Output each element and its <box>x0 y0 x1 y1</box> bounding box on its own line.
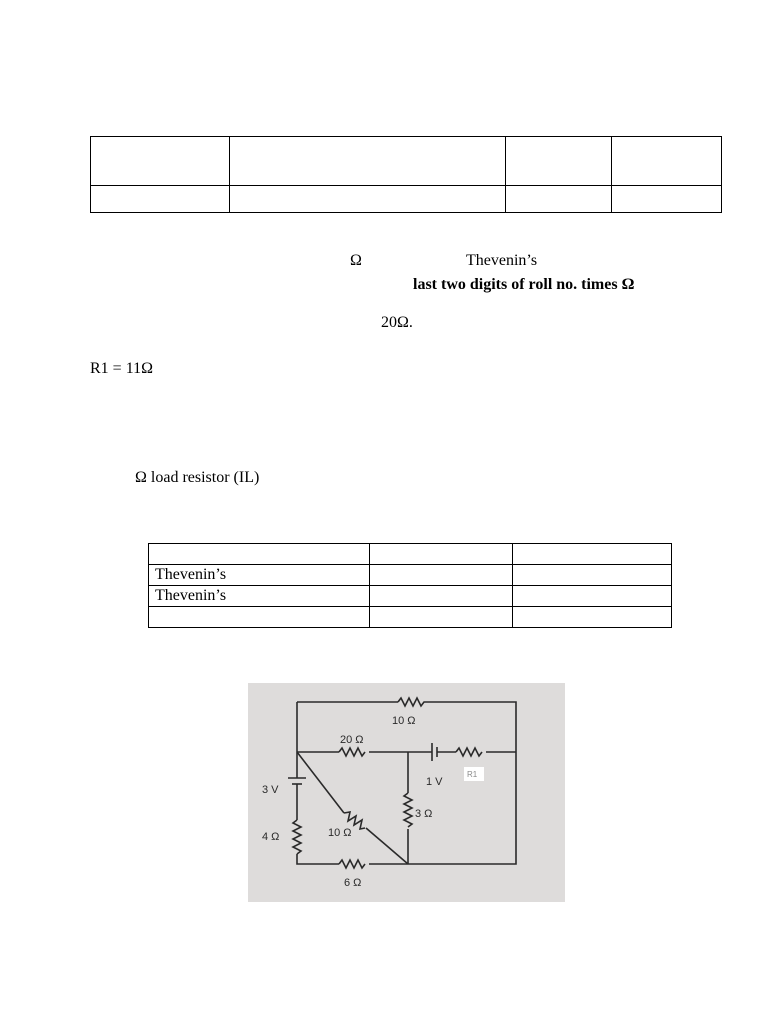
header-cell <box>230 137 506 186</box>
label-6-ohm: 6 Ω <box>344 877 362 889</box>
table-row <box>149 544 672 565</box>
circuit-figure <box>248 683 565 902</box>
omega-symbol: Ω <box>350 252 362 269</box>
table-cell <box>370 544 513 565</box>
header-cell <box>506 137 612 186</box>
table-row <box>149 586 672 607</box>
roll-number-instruction: last two digits of roll no. times Ω <box>413 276 635 293</box>
label-r1: R1 <box>467 770 478 779</box>
table-cell: Thevenin’s <box>149 565 370 586</box>
label-3-ohm: 3 Ω <box>415 808 433 820</box>
table-cell <box>149 607 370 628</box>
header-cell <box>91 186 230 213</box>
header-cell <box>506 186 612 213</box>
resistor-symbol <box>456 748 482 756</box>
header-cell <box>91 137 230 186</box>
table-cell: Thevenin’s <box>149 586 370 607</box>
header-table <box>90 136 722 213</box>
label-10-ohm-top: 10 Ω <box>392 715 416 727</box>
table-cell <box>513 565 672 586</box>
table-cell <box>513 544 672 565</box>
wire <box>366 828 408 864</box>
table-cell <box>513 607 672 628</box>
label-4-ohm: 4 Ω <box>262 831 280 843</box>
table-cell <box>513 586 672 607</box>
wire <box>297 854 339 864</box>
table-row <box>149 565 672 586</box>
header-cell <box>230 186 506 213</box>
resistor-symbol <box>339 748 365 756</box>
wire <box>297 752 344 813</box>
twenty-ohm-text: 20Ω. <box>381 314 413 331</box>
header-cell <box>612 137 722 186</box>
header-cell <box>612 186 722 213</box>
result-table <box>148 543 672 628</box>
label-3v: 3 V <box>262 784 279 796</box>
r1-value: R1 = 11Ω <box>90 360 153 377</box>
resistor-symbol <box>398 698 427 706</box>
table-row <box>149 607 672 628</box>
resistor-symbol <box>339 860 365 868</box>
table-cell <box>370 586 513 607</box>
table-cell <box>149 544 370 565</box>
wire <box>408 702 516 864</box>
resistor-symbol <box>293 820 301 854</box>
table-cell <box>370 607 513 628</box>
label-10-ohm-diag: 10 Ω <box>328 827 352 839</box>
thevenin-text: Thevenin’s <box>466 252 538 269</box>
circuit-diagram <box>248 683 565 902</box>
label-20-ohm: 20 Ω <box>340 734 364 746</box>
load-resistor-text: Ω load resistor (IL) <box>135 469 260 486</box>
table-cell <box>370 565 513 586</box>
resistor-symbol <box>404 793 412 827</box>
label-1v: 1 V <box>426 776 443 788</box>
